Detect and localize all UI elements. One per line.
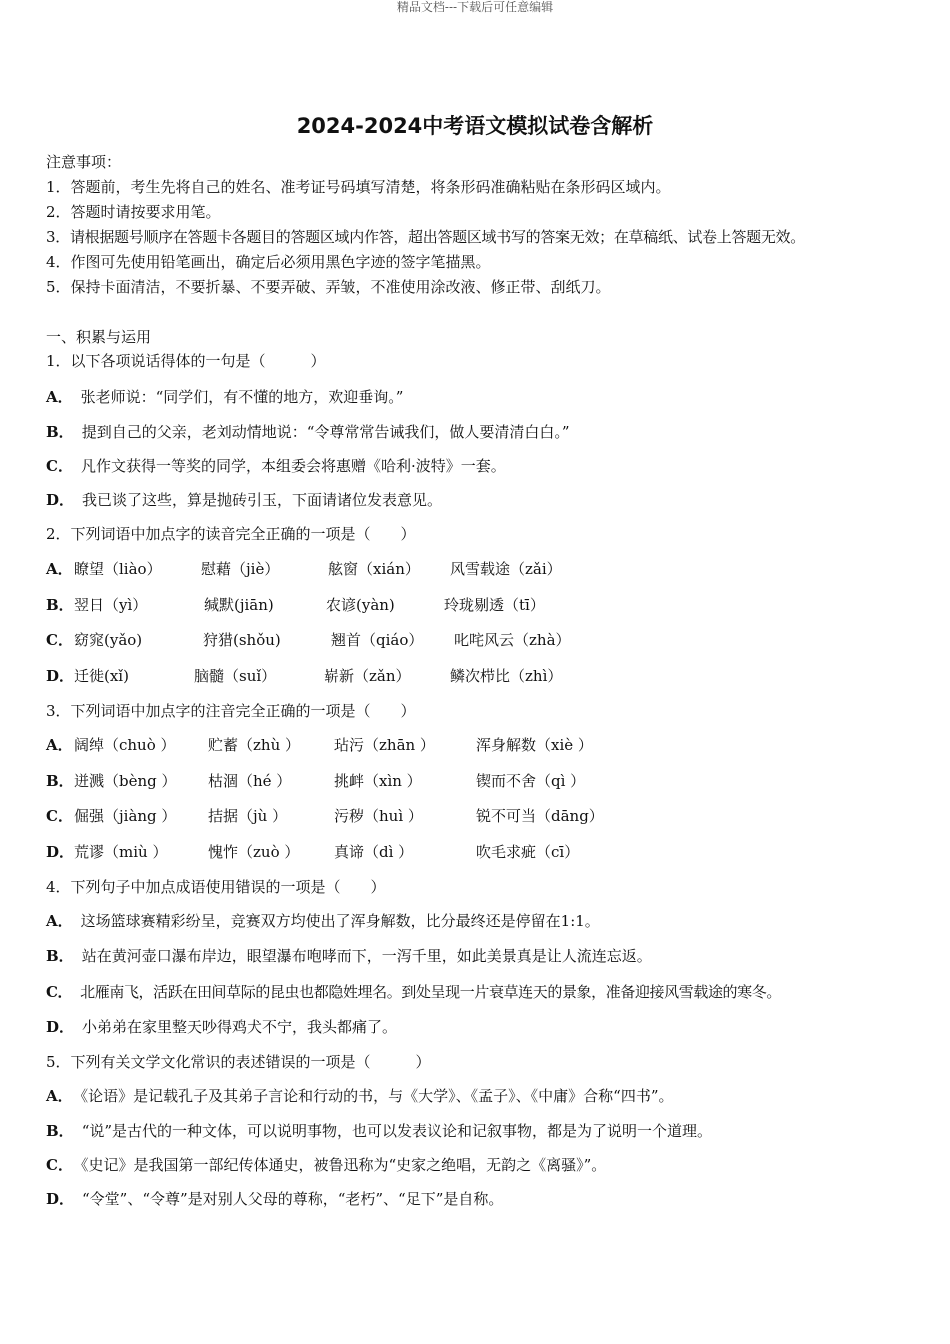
option-cell: 愧怍（zuò ） — [208, 843, 300, 861]
option-letter: D． — [46, 667, 75, 685]
option-cell: 鳞次栉比（zhì） — [450, 667, 563, 685]
option-cell: 慰藉（jiè） — [201, 560, 280, 578]
option-cell: 阔绰（chuò ） — [74, 736, 176, 754]
option-letter: A． — [46, 388, 73, 406]
option-letter: D． — [46, 1190, 75, 1208]
question-2-stem: 2．下列词语中加点字的读音完全正确的一项是（ ） — [46, 525, 416, 543]
q2-option-c — [46, 629, 926, 651]
q2-option-a — [46, 558, 926, 580]
section-heading: 一、积累与运用 — [46, 328, 152, 346]
notice-item: 2．答题时请按要求用笔。 — [46, 203, 221, 221]
option-letter: B． — [46, 772, 74, 790]
option-text: 北雁南飞，活跃在田间草际的昆虫也都隐姓埋名。到处呈现一片衰草连天的景象，准备迎接风雪载途的寒冬。 — [80, 983, 781, 1001]
option-cell: 污秽（huì ） — [334, 807, 423, 825]
q5-option-b — [46, 1120, 712, 1141]
option-cell: 农谚(yàn) — [326, 596, 395, 614]
option-text: 小弟弟在家里整天吵得鸡犬不宁，我头都痛了。 — [82, 1018, 398, 1036]
q1-option-a — [46, 386, 403, 407]
q2-option-b — [46, 594, 926, 616]
option-text: 凡作文获得一等奖的同学，本组委会将惠赠《哈利·波特》一套。 — [80, 457, 506, 475]
page-header-note: 精品文档---下载后可任意编辑 — [396, 0, 554, 14]
option-cell: 锐不可当（dāng） — [476, 807, 604, 825]
option-cell: 贮蓄（zhù ） — [208, 736, 300, 754]
notice-item: 5．保持卡面清洁，不要折暴、不要弄破、弄皱，不准使用涂改液、修正带、刮纸刀。 — [46, 278, 611, 296]
option-cell: 荒谬（miù ） — [74, 843, 168, 861]
option-cell: 锲而不舍（qì ） — [476, 772, 586, 790]
question-3-stem: 3．下列词语中加点字的注音完全正确的一项是（ ） — [46, 702, 416, 720]
option-text: 张老师说：“同学们，有不懂的地方，欢迎垂询。” — [80, 388, 404, 406]
q4-option-b — [46, 945, 652, 966]
option-cell: 拮据（jù ） — [208, 807, 288, 825]
option-text: 站在黄河壶口瀑布岸边，眼望瀑布咆哮而下，一泻千里，如此美景真是让人流连忘返。 — [81, 947, 652, 965]
option-text: 《史记》是我国第一部纪传体通史，被鲁迅称为“史家之绝唱，无韵之《离骚》”。 — [80, 1156, 607, 1174]
question-1-stem: 1．以下各项说话得体的一句是（ ） — [46, 352, 326, 370]
option-cell: 迁徙(xǐ) — [74, 667, 129, 685]
option-cell: 脑髓（suǐ） — [194, 667, 277, 685]
option-cell: 玷污（zhān ） — [334, 736, 435, 754]
option-letter: C． — [46, 983, 73, 1001]
option-cell: 吹毛求疵（cī） — [476, 843, 580, 861]
option-cell: 倔强（jiàng ） — [74, 807, 177, 825]
option-cell: 窈窕(yǎo) — [74, 631, 143, 649]
option-cell: 玲珑剔透（tī） — [444, 596, 545, 614]
q3-option-d — [46, 841, 926, 863]
q4-option-a — [46, 910, 600, 931]
q4-option-c — [46, 981, 781, 1002]
option-cell: 瞭望（liào） — [74, 560, 162, 578]
option-letter: C． — [46, 631, 73, 649]
option-text: “说”是古代的一种文体，可以说明事物，也可以发表议论和记叙事物，都是为了说明一个道理。 — [81, 1122, 713, 1140]
q3-option-b — [46, 770, 926, 792]
option-letter: B． — [46, 423, 74, 441]
option-cell: 翘首（qiáo） — [331, 631, 424, 649]
option-text: 《论语》是记载孔子及其弟子言论和行动的书，与《大学》、《孟子》、《中庸》合称“四书”。 — [80, 1087, 674, 1105]
question-5-stem: 5．下列有关文学文化常识的表述错误的一项是（ ） — [46, 1053, 431, 1071]
notice-heading: 注意事项： — [46, 153, 122, 171]
option-cell: 舷窗（xián） — [328, 560, 420, 578]
exam-title: 2024-2024中考语文模拟试卷含解析 — [296, 114, 654, 138]
option-cell: 迸溅（bèng ） — [74, 772, 177, 790]
option-cell: 狩猎(shǒu) — [203, 631, 281, 649]
q4-option-d — [46, 1016, 397, 1037]
q1-option-c — [46, 455, 506, 476]
option-cell: 挑衅（xìn ） — [334, 772, 422, 790]
option-text: 这场篮球赛精彩纷呈，竞赛双方均使出了浑身解数，比分最终还是停留在1:1。 — [80, 912, 600, 930]
notice-item: 3．请根据题号顺序在答题卡各题目的答题区域内作答，超出答题区域书写的答案无效；在草稿纸、试卷上答题无效。 — [46, 228, 805, 246]
option-letter: A． — [46, 736, 73, 754]
q5-option-d — [46, 1188, 503, 1209]
notice-item: 1．答题前，考生先将自己的姓名、准考证号码填写清楚，将条形码准确粘贴在条形码区域内。 — [46, 178, 671, 196]
option-text: 我已谈了这些，算是抛砖引玉，下面请诸位发表意见。 — [82, 491, 443, 509]
option-letter: B． — [46, 596, 74, 614]
q1-option-b — [46, 421, 570, 442]
q2-option-d — [46, 665, 926, 687]
option-text: “令堂”、“令尊”是对别人父母的尊称，“老朽”、“足下”是自称。 — [82, 1190, 504, 1208]
notice-item: 4．作图可先使用铅笔画出，确定后必须用黑色字迹的签字笔描黑。 — [46, 253, 491, 271]
option-letter: A． — [46, 1087, 73, 1105]
option-letter: B． — [46, 1122, 74, 1140]
option-letter: C． — [46, 807, 73, 825]
option-text: 提到自己的父亲，老刘动情地说：“令尊常常告诫我们，做人要清清白白。” — [81, 423, 570, 441]
option-cell: 枯涸（hé ） — [208, 772, 292, 790]
q5-option-a — [46, 1085, 673, 1106]
q5-option-c — [46, 1154, 606, 1175]
option-cell: 真谛（dì ） — [334, 843, 414, 861]
option-letter: C． — [46, 457, 73, 475]
q3-option-c — [46, 805, 926, 827]
option-letter: D． — [46, 491, 75, 509]
option-letter: D． — [46, 1018, 75, 1036]
option-letter: D． — [46, 843, 75, 861]
option-letter: B． — [46, 947, 74, 965]
option-cell: 缄默(jiān) — [204, 596, 274, 614]
option-letter: A． — [46, 560, 73, 578]
q3-option-a — [46, 734, 926, 756]
option-cell: 浑身解数（xiè ） — [476, 736, 593, 754]
question-4-stem: 4．下列句子中加点成语使用错误的一项是（ ） — [46, 878, 386, 896]
option-cell: 崭新（zǎn） — [324, 667, 411, 685]
option-letter: C． — [46, 1156, 73, 1174]
q1-option-d — [46, 489, 442, 510]
notice-block — [46, 150, 926, 300]
option-letter: A． — [46, 912, 73, 930]
option-cell: 翌日（yì） — [74, 596, 148, 614]
option-cell: 风雪载途（zǎi） — [450, 560, 562, 578]
option-cell: 叱咤风云（zhà） — [454, 631, 571, 649]
